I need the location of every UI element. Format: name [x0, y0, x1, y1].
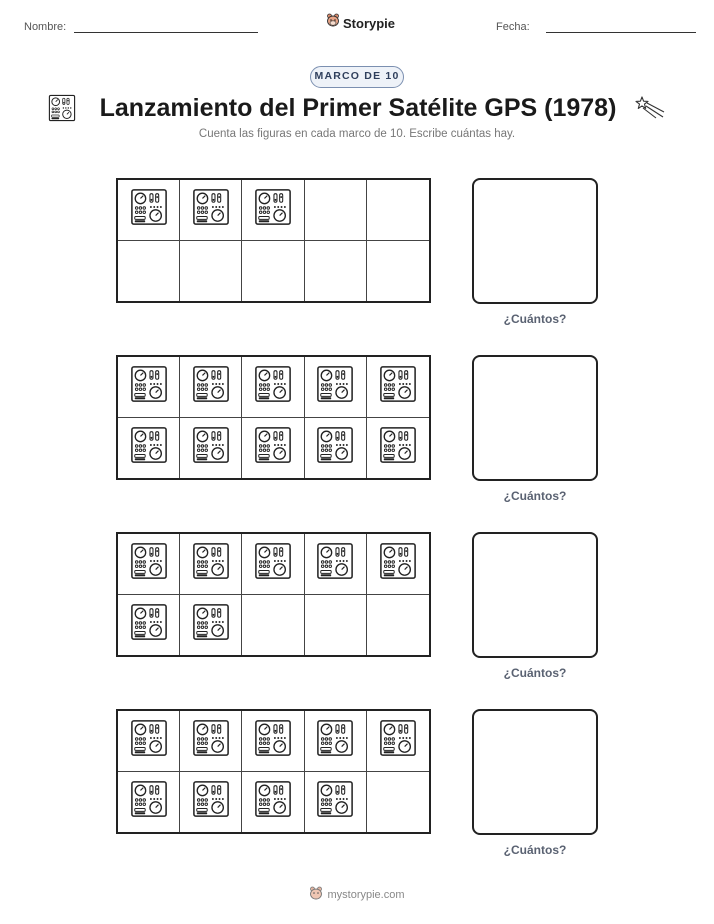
frame-cell: [305, 357, 367, 418]
control-panel-icon: [379, 719, 417, 762]
frame-cell: [305, 772, 367, 833]
control-panel-icon: [130, 603, 168, 646]
control-panel-icon: [254, 780, 292, 823]
frame-cell: [180, 711, 242, 772]
control-panel-icon: [192, 603, 230, 646]
control-panel-icon: [192, 780, 230, 823]
frame-cell: [180, 357, 242, 418]
control-panel-icon: [130, 542, 168, 585]
frame-cell: [118, 711, 180, 772]
frame-cell: [367, 357, 429, 418]
control-panel-icon: [192, 426, 230, 469]
control-panel-icon: [254, 542, 292, 585]
frame-cell: [367, 772, 429, 833]
control-panel-icon: [130, 365, 168, 408]
control-panel-icon: [254, 188, 292, 231]
name-label: Nombre:: [24, 21, 67, 33]
name-field: [24, 20, 258, 33]
frame-cell: [242, 595, 304, 656]
frame-cell: [118, 241, 180, 302]
control-panel-icon: [192, 188, 230, 231]
frame-cell: [367, 534, 429, 595]
answer-box[interactable]: [472, 178, 598, 304]
frame-cell: [118, 357, 180, 418]
control-panel-icon: [130, 719, 168, 762]
shooting-star-icon: [634, 94, 666, 125]
brand-logo: [326, 13, 395, 33]
answer-label: ¿Cuántos?: [503, 312, 567, 326]
ten-frame: [116, 355, 431, 480]
date-line[interactable]: [546, 20, 696, 33]
name-line[interactable]: [74, 20, 258, 33]
control-panel-icon: [316, 780, 354, 823]
frame-cell: [180, 534, 242, 595]
page-title: Lanzamiento del Primer Satélite GPS (1978): [99, 94, 617, 122]
control-panel-icon: [130, 426, 168, 469]
control-panel-icon: [316, 365, 354, 408]
frame-cell: [180, 180, 242, 241]
date-field: [496, 20, 696, 33]
control-panel-icon: [254, 719, 292, 762]
frame-cell: [367, 241, 429, 302]
control-panel-icon: [379, 365, 417, 408]
date-label: Fecha:: [496, 21, 530, 33]
control-panel-icon: [254, 365, 292, 408]
worksheet-type-badge: MARCO DE 10: [310, 66, 404, 88]
frame-cell: [242, 241, 304, 302]
control-panel-icon: [379, 426, 417, 469]
frame-cell: [367, 595, 429, 656]
frame-cell: [180, 595, 242, 656]
control-panel-icon: [130, 188, 168, 231]
frame-cell: [367, 180, 429, 241]
frame-cell: [367, 711, 429, 772]
frame-cell: [118, 534, 180, 595]
frame-cell: [180, 241, 242, 302]
frame-cell: [242, 534, 304, 595]
frame-cell: [305, 180, 367, 241]
ten-frame: [116, 709, 431, 834]
footer-url: mystorypie.com: [327, 889, 405, 901]
title-row: [0, 90, 714, 126]
control-panel-icon: [192, 719, 230, 762]
control-panel-icon: [254, 426, 292, 469]
answer-box[interactable]: [472, 532, 598, 658]
frame-cell: [242, 711, 304, 772]
frame-cell: [180, 418, 242, 479]
frame-cell: [180, 772, 242, 833]
brand-name: Storypie: [343, 15, 396, 31]
frame-cell: [242, 357, 304, 418]
frame-cell: [305, 418, 367, 479]
ten-frame: [116, 178, 431, 303]
frame-cell: [118, 595, 180, 656]
answer-box[interactable]: [472, 709, 598, 835]
control-panel-icon: [192, 365, 230, 408]
frame-cell: [305, 711, 367, 772]
mascot-icon: [326, 13, 340, 33]
frame-cell: [118, 772, 180, 833]
frame-cell: [305, 534, 367, 595]
footer-mascot-icon: [309, 886, 323, 904]
ten-frame: [116, 532, 431, 657]
answer-box[interactable]: [472, 355, 598, 481]
control-panel-icon: [130, 780, 168, 823]
control-panel-icon: [316, 426, 354, 469]
footer: [0, 886, 714, 904]
control-panel-icon: [48, 94, 76, 127]
control-panel-icon: [379, 542, 417, 585]
control-panel-icon: [192, 542, 230, 585]
frame-cell: [305, 241, 367, 302]
control-panel-icon: [316, 719, 354, 762]
frame-cell: [242, 418, 304, 479]
frame-cell: [367, 418, 429, 479]
frame-cell: [118, 180, 180, 241]
answer-label: ¿Cuántos?: [503, 666, 567, 680]
frame-cell: [242, 772, 304, 833]
answer-label: ¿Cuántos?: [503, 843, 567, 857]
frame-cell: [305, 595, 367, 656]
frame-cell: [118, 418, 180, 479]
instructions: Cuenta las figuras en cada marco de 10. Escribe cuántas hay.: [198, 128, 516, 140]
frame-cell: [242, 180, 304, 241]
answer-label: ¿Cuántos?: [503, 489, 567, 503]
control-panel-icon: [316, 542, 354, 585]
